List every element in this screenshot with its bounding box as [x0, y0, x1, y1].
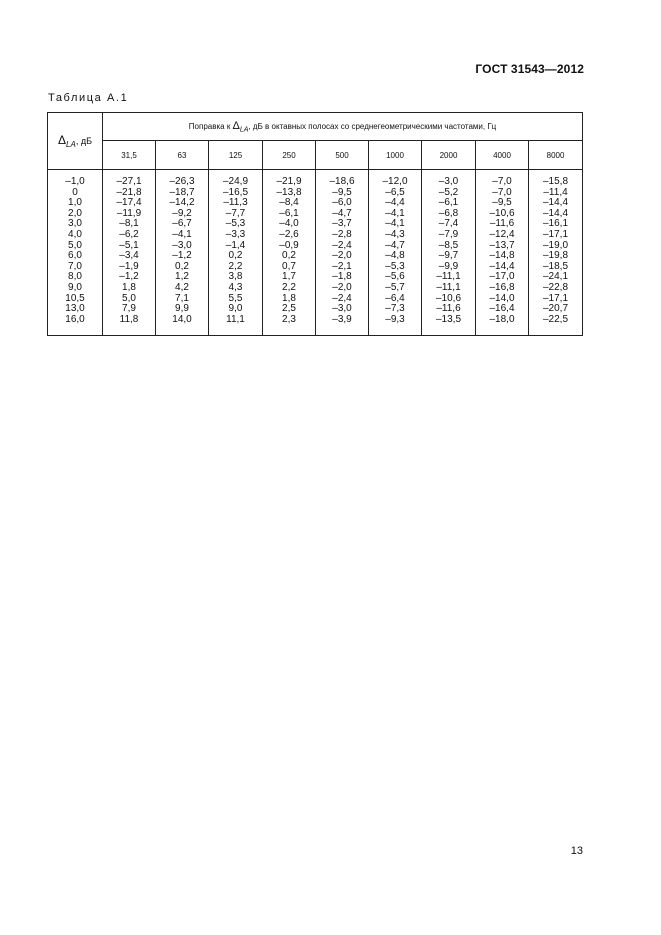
correction-value-cell: 2,3 [263, 315, 316, 336]
correction-value-cell: 3,8 [209, 272, 263, 283]
correction-value-cell: –1,4 [209, 241, 263, 252]
correction-value-cell: 5,5 [209, 294, 263, 305]
correction-value-cell: –2,1 [316, 262, 369, 273]
correction-value-cell: –6,5 [369, 188, 422, 199]
correction-value-cell: –9,5 [476, 198, 529, 209]
correction-value-cell: –22,8 [529, 283, 583, 294]
correction-value-cell: –21,9 [263, 170, 316, 188]
correction-value-cell: –4,1 [156, 230, 209, 241]
correction-value-cell: –13,7 [476, 241, 529, 252]
correction-value-cell: –13,5 [422, 315, 476, 336]
correction-value-cell: –4,4 [369, 198, 422, 209]
correction-value-cell: 0,2 [209, 251, 263, 262]
delta-value-cell: 6,0 [48, 251, 103, 262]
correction-value-cell: –8,1 [103, 219, 156, 230]
correction-value-cell: –24,1 [529, 272, 583, 283]
correction-value-cell: 1,7 [263, 272, 316, 283]
correction-value-cell: –14,4 [529, 209, 583, 220]
delta-value-cell: 3,0 [48, 219, 103, 230]
correction-value-cell: –9,9 [422, 262, 476, 273]
correction-value-cell: –11,6 [422, 304, 476, 315]
correction-value-cell: –14,0 [476, 294, 529, 305]
correction-value-cell: –20,7 [529, 304, 583, 315]
correction-value-cell: –17,4 [103, 198, 156, 209]
delta-subscript: LA [66, 139, 76, 149]
correction-value-cell: 5,0 [103, 294, 156, 305]
correction-value-cell: –6,8 [422, 209, 476, 220]
delta-value-cell: 9,0 [48, 283, 103, 294]
correction-value-cell: –8,4 [263, 198, 316, 209]
correction-value-cell: –7,3 [369, 304, 422, 315]
table-body [48, 170, 583, 336]
correction-value-cell: –7,4 [422, 219, 476, 230]
correction-value-cell: 0,2 [263, 251, 316, 262]
correction-table [47, 112, 583, 336]
correction-value-cell: –6,0 [316, 198, 369, 209]
correction-value-cell: –9,7 [422, 251, 476, 262]
correction-value-cell: 1,8 [103, 283, 156, 294]
correction-value-cell: –5,2 [422, 188, 476, 199]
delta-value-cell: 2,0 [48, 209, 103, 220]
correction-value-cell: –18,0 [476, 315, 529, 336]
correction-value-cell: –2,4 [316, 294, 369, 305]
table-caption: Таблица А.1 [48, 92, 129, 104]
correction-value-cell: 0,7 [263, 262, 316, 273]
group-subscript: LA [239, 126, 249, 134]
table-row [48, 170, 583, 188]
correction-value-cell: –7,7 [209, 209, 263, 220]
freq-header: 31,5 [103, 141, 156, 170]
correction-value-cell: –5,3 [209, 219, 263, 230]
correction-value-cell: –11,3 [209, 198, 263, 209]
page-number: 13 [570, 845, 583, 857]
correction-value-cell: –3,4 [103, 251, 156, 262]
correction-value-cell: –11,9 [103, 209, 156, 220]
correction-value-cell: –3,9 [316, 315, 369, 336]
table-row [48, 283, 583, 294]
correction-value-cell: –4,7 [369, 241, 422, 252]
correction-value-cell: 1,2 [156, 272, 209, 283]
freq-header: 8000 [529, 141, 583, 170]
correction-value-cell: –11,6 [476, 219, 529, 230]
freq-header: 4000 [476, 141, 529, 170]
correction-value-cell: –9,5 [316, 188, 369, 199]
delta-value-cell: 8,0 [48, 272, 103, 283]
correction-value-cell: –18,5 [529, 262, 583, 273]
correction-value-cell: –9,2 [156, 209, 209, 220]
correction-value-cell: –17,1 [529, 230, 583, 241]
correction-value-cell: –2,0 [316, 251, 369, 262]
correction-value-cell: –1,2 [103, 272, 156, 283]
correction-value-cell: –0,9 [263, 241, 316, 252]
correction-value-cell: –17,1 [529, 294, 583, 305]
delta-value-cell: 7,0 [48, 262, 103, 273]
correction-value-cell: –1,8 [316, 272, 369, 283]
correction-group-header [103, 113, 583, 141]
correction-value-cell: –1,9 [103, 262, 156, 273]
freq-header: 63 [156, 141, 209, 170]
correction-value-cell: –3,7 [316, 219, 369, 230]
correction-value-cell: –5,1 [103, 241, 156, 252]
delta-value-cell: –1,0 [48, 170, 103, 188]
correction-value-cell: –3,0 [422, 170, 476, 188]
correction-value-cell: –14,4 [529, 198, 583, 209]
correction-value-cell: –6,2 [103, 230, 156, 241]
correction-value-cell: –3,0 [316, 304, 369, 315]
correction-value-cell: 4,2 [156, 283, 209, 294]
correction-value-cell: –3,0 [156, 241, 209, 252]
correction-value-cell: –2,4 [316, 241, 369, 252]
correction-value-cell: –26,3 [156, 170, 209, 188]
correction-value-cell: –16,1 [529, 219, 583, 230]
correction-value-cell: –8,5 [422, 241, 476, 252]
correction-value-cell: –4,0 [263, 219, 316, 230]
correction-value-cell: 11,1 [209, 315, 263, 336]
correction-value-cell: –9,3 [369, 315, 422, 336]
correction-value-cell: –5,3 [369, 262, 422, 273]
correction-value-cell: 4,3 [209, 283, 263, 294]
correction-value-cell: –11,1 [422, 283, 476, 294]
delta-column-header [48, 113, 103, 170]
correction-value-cell: –22,5 [529, 315, 583, 336]
correction-value-cell: –10,6 [422, 294, 476, 305]
correction-value-cell: 7,9 [103, 304, 156, 315]
correction-value-cell: 7,1 [156, 294, 209, 305]
correction-value-cell: –2,0 [316, 283, 369, 294]
correction-value-cell: –11,1 [422, 272, 476, 283]
correction-value-cell: 11,8 [103, 315, 156, 336]
correction-value-cell: –4,7 [316, 209, 369, 220]
freq-header: 250 [263, 141, 316, 170]
delta-value-cell: 1,0 [48, 198, 103, 209]
correction-value-cell: 9,0 [209, 304, 263, 315]
correction-value-cell: –18,7 [156, 188, 209, 199]
correction-value-cell: –12,0 [369, 170, 422, 188]
correction-value-cell: –17,0 [476, 272, 529, 283]
correction-value-cell: –12,4 [476, 230, 529, 241]
correction-value-cell: –7,0 [476, 170, 529, 188]
correction-value-cell: –16,5 [209, 188, 263, 199]
correction-value-cell: –24,9 [209, 170, 263, 188]
correction-value-cell: –7,0 [476, 188, 529, 199]
correction-value-cell: –6,7 [156, 219, 209, 230]
correction-value-cell: –16,4 [476, 304, 529, 315]
correction-value-cell: –1,2 [156, 251, 209, 262]
correction-value-cell: –19,0 [529, 241, 583, 252]
table-row [48, 315, 583, 336]
freq-header: 2000 [422, 141, 476, 170]
correction-value-cell: 0,2 [156, 262, 209, 273]
correction-value-cell: 14,0 [156, 315, 209, 336]
delta-unit: , дБ [75, 136, 92, 147]
group-symbol: Δ [232, 119, 240, 132]
correction-value-cell: –2,6 [263, 230, 316, 241]
delta-value-cell: 0 [48, 188, 103, 199]
correction-value-cell: –14,4 [476, 262, 529, 273]
standard-code: ГОСТ 31543—2012 [475, 62, 584, 76]
freq-header: 1000 [369, 141, 422, 170]
correction-value-cell: –11,4 [529, 188, 583, 199]
freq-header: 125 [209, 141, 263, 170]
correction-value-cell: –6,1 [422, 198, 476, 209]
correction-value-cell: –4,1 [369, 219, 422, 230]
correction-value-cell: 9,9 [156, 304, 209, 315]
correction-value-cell: –16,8 [476, 283, 529, 294]
correction-value-cell: –10,6 [476, 209, 529, 220]
correction-value-cell: –14,2 [156, 198, 209, 209]
correction-value-cell: –6,1 [263, 209, 316, 220]
delta-symbol: Δ [58, 133, 67, 148]
correction-value-cell: –13,8 [263, 188, 316, 199]
correction-value-cell: –4,1 [369, 209, 422, 220]
correction-value-cell: –5,6 [369, 272, 422, 283]
correction-value-cell: –18,6 [316, 170, 369, 188]
table-row [48, 230, 583, 241]
correction-value-cell: –19,8 [529, 251, 583, 262]
correction-value-cell: –5,7 [369, 283, 422, 294]
correction-value-cell: 1,8 [263, 294, 316, 305]
delta-value-cell: 5,0 [48, 241, 103, 252]
correction-value-cell: –4,8 [369, 251, 422, 262]
correction-value-cell: –2,8 [316, 230, 369, 241]
correction-value-cell: –3,3 [209, 230, 263, 241]
delta-value-cell: 10,5 [48, 294, 103, 305]
correction-value-cell: –4,3 [369, 230, 422, 241]
correction-value-cell: –7,9 [422, 230, 476, 241]
group-prefix: Поправка к [188, 121, 233, 131]
group-suffix: , дБ в октавных полосах со среднегеометрическими частотами, Гц [248, 121, 497, 131]
correction-value-cell: –27,1 [103, 170, 156, 188]
delta-value-cell: 13,0 [48, 304, 103, 315]
correction-value-cell: –15,8 [529, 170, 583, 188]
correction-value-cell: 2,2 [209, 262, 263, 273]
correction-value-cell: –14,8 [476, 251, 529, 262]
correction-value-cell: –6,4 [369, 294, 422, 305]
delta-value-cell: 4,0 [48, 230, 103, 241]
correction-value-cell: –21,8 [103, 188, 156, 199]
delta-value-cell: 16,0 [48, 315, 103, 336]
correction-value-cell: 2,5 [263, 304, 316, 315]
correction-value-cell: 2,2 [263, 283, 316, 294]
freq-header: 500 [316, 141, 369, 170]
